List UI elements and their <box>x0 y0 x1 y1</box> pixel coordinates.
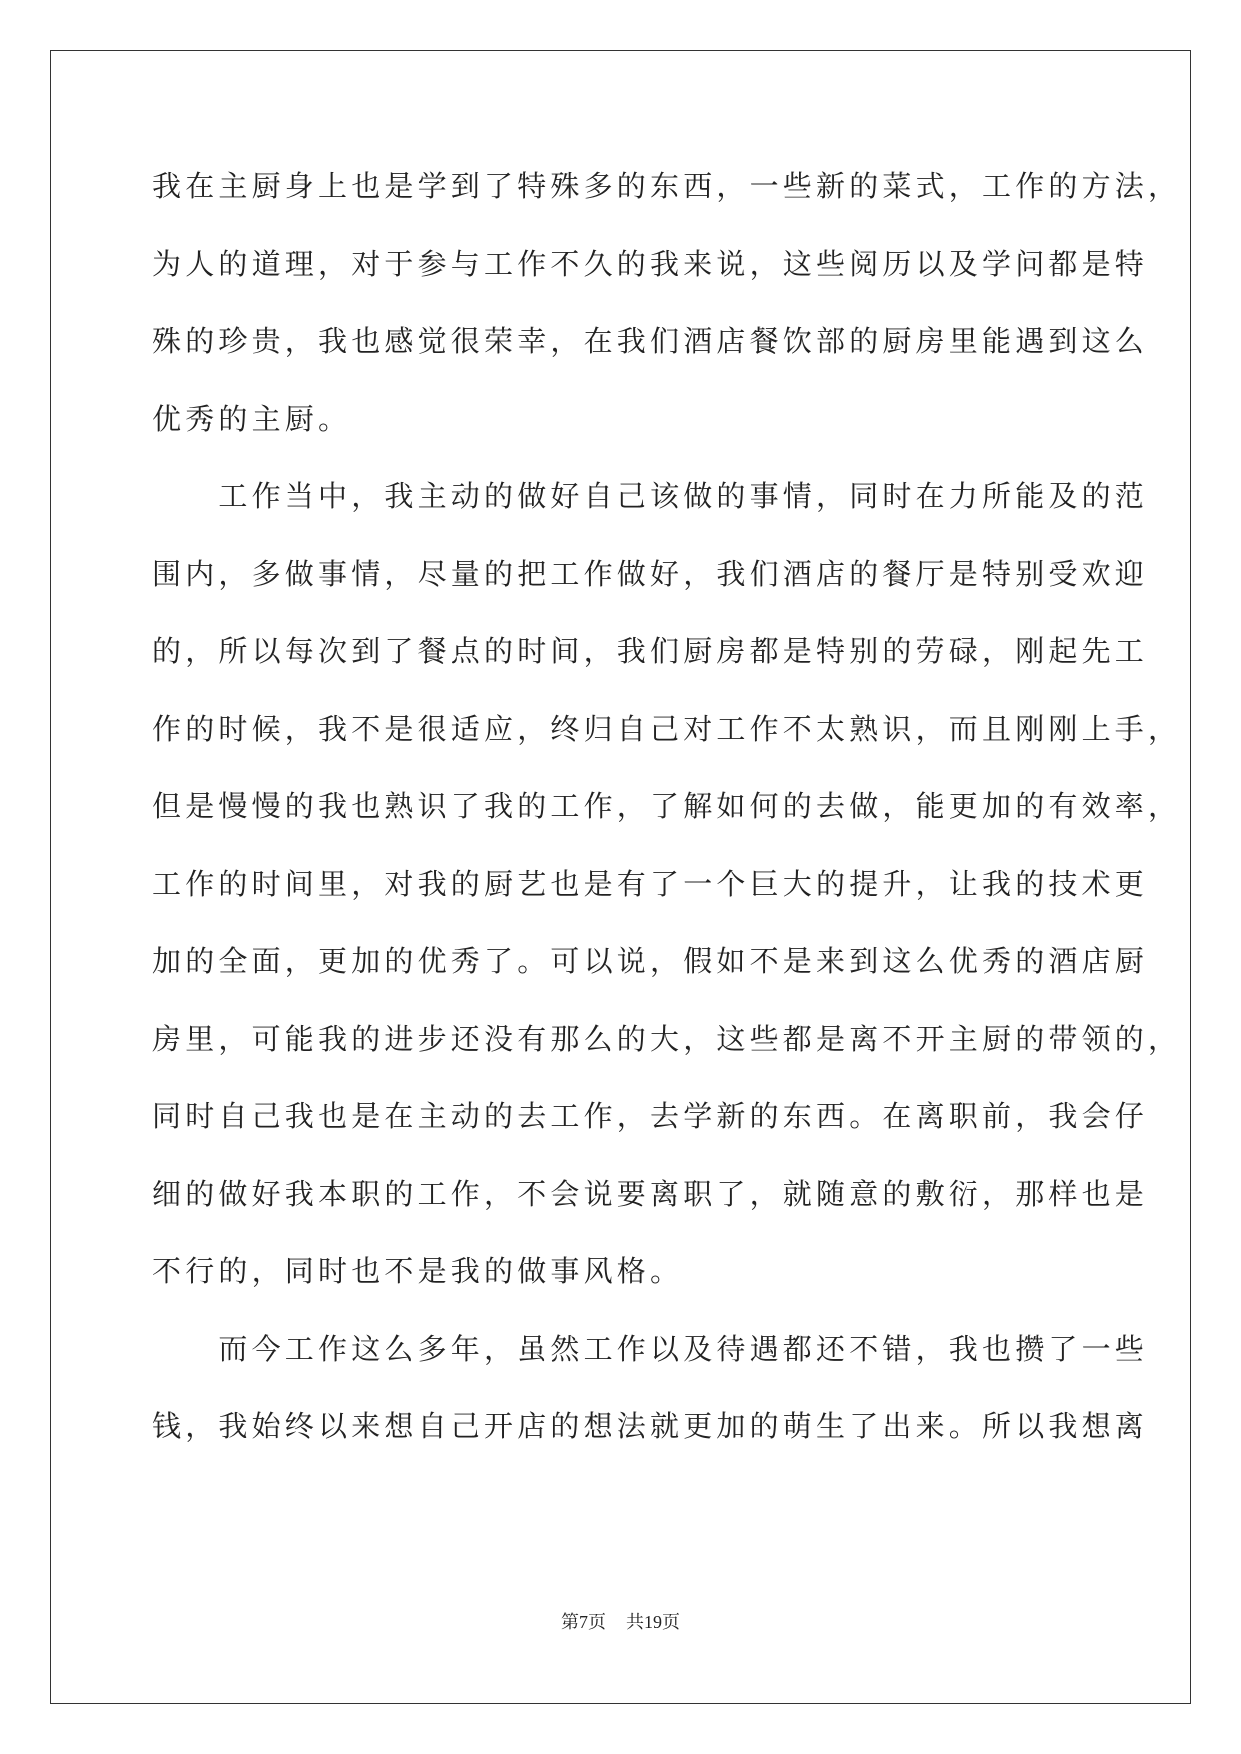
text-line: 加的全面，更加的优秀了。可以说，假如不是来到这么优秀的酒店厨 <box>152 944 1149 978</box>
paragraph-3 <box>152 1311 1149 1466</box>
text-line: 不行的，同时也不是我的做事风格。 <box>152 1254 684 1288</box>
page-total: 共19页 <box>626 1612 680 1632</box>
text-line: 但是慢慢的我也熟识了我的工作，了解如何的去做，能更加的有效率， <box>152 789 1182 823</box>
text-line: 同时自己我也是在主动的去工作，去学新的东西。在离职前，我会仔 <box>152 1099 1149 1133</box>
paragraph-1 <box>152 148 1182 458</box>
text-line: 细的做好我本职的工作，不会说要离职了，就随意的敷衍，那样也是 <box>152 1176 1149 1211</box>
text-line: 殊的珍贵，我也感觉很荣幸，在我们酒店餐饮部的厨房里能遇到这么 <box>152 324 1149 358</box>
text-line: 房里，可能我的进步还没有那么的大，这些都是离不开主厨的带领的， <box>152 1021 1182 1056</box>
text-line: 工作的时间里，对我的厨艺也是有了一个巨大的提升，让我的技术更 <box>152 866 1149 901</box>
page-number: 第7页 <box>561 1612 606 1632</box>
paragraph-2 <box>152 458 1182 1311</box>
text-line: 的，所以每次到了餐点的时间，我们厨房都是特别的劳碌，刚起先工 <box>152 634 1149 668</box>
text-line: 而今工作这么多年，虽然工作以及待遇都还不错，我也攒了一些 <box>152 1331 1149 1366</box>
page-footer <box>0 1608 1241 1634</box>
text-line: 钱，我始终以来想自己开店的想法就更加的萌生了出来。所以我想离 <box>152 1409 1149 1443</box>
text-line: 优秀的主厨。 <box>152 401 352 436</box>
text-line: 为人的道理，对于参与工作不久的我来说，这些阅历以及学问都是特 <box>152 246 1149 281</box>
text-line: 作的时候，我不是很适应，终归自己对工作不太熟识，而且刚刚上手， <box>152 711 1182 746</box>
text-line: 工作当中，我主动的做好自己该做的事情，同时在力所能及的范 <box>152 479 1149 513</box>
document-body <box>152 148 1182 1466</box>
text-line: 围内，多做事情，尽量的把工作做好，我们酒店的餐厅是特别受欢迎 <box>152 556 1149 591</box>
text-line: 我在主厨身上也是学到了特殊多的东西，一些新的菜式，工作的方法， <box>152 169 1182 203</box>
